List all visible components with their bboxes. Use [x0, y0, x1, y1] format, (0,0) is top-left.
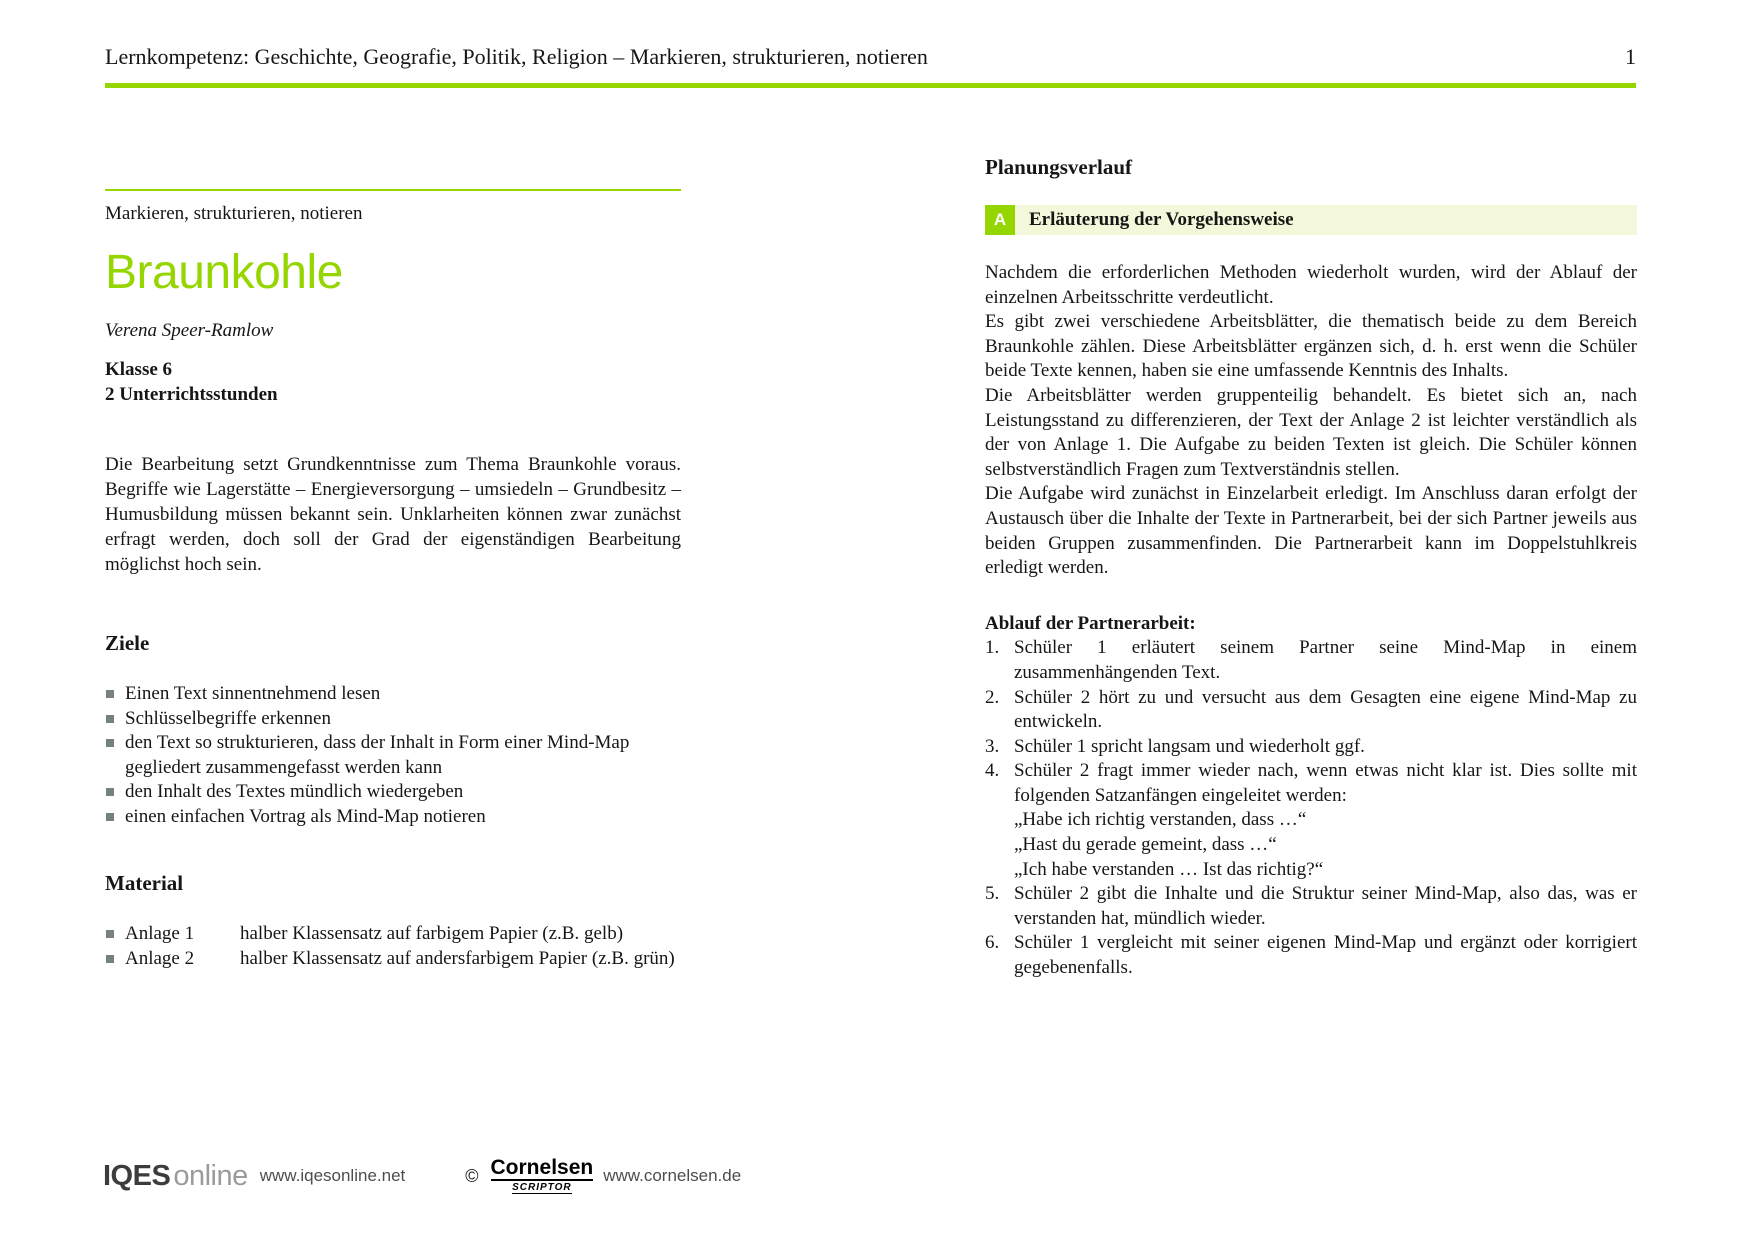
step-row — [985, 931, 1637, 980]
list-item — [105, 805, 681, 830]
section-band — [985, 205, 1637, 235]
list-item — [105, 682, 681, 707]
cornelsen-logo-text: Cornelsen — [490, 1156, 594, 1179]
material-label: Anlage 1 — [125, 923, 195, 944]
right-column — [985, 155, 1637, 981]
step-number: 3. — [985, 735, 1000, 757]
material-heading: Material — [105, 871, 184, 895]
copyright-symbol: © — [465, 1165, 479, 1186]
material-label: Anlage 2 — [125, 947, 195, 969]
step-number — [985, 858, 1014, 883]
list-item — [105, 731, 681, 780]
cornelsen-scriptor-logo — [491, 1158, 594, 1194]
paragraph: Die Arbeitsblätter werden gruppenteilig behandelt. Es bietet sich an, nach Leistungsstand zu differenzieren, der Text der Anlage 2 ist leichter verständlich als der von Anlage 1. Die Aufgabe zu beiden Texten ist gleich. Die Schüler können selbstverständlich Fragen zum Textverständnis stellen. — [985, 384, 1637, 480]
step-number: 2. — [985, 686, 1000, 708]
step-row — [985, 735, 1637, 760]
bullet-square-icon — [106, 930, 114, 938]
list-item-text: Schlüsselbegriffe erkennen — [125, 707, 331, 729]
step-number — [985, 808, 1014, 833]
list-item — [105, 947, 681, 972]
step-number: 6. — [985, 932, 1000, 954]
page-header — [105, 44, 1636, 88]
scriptor-logo-text: SCRIPTOR — [512, 1182, 572, 1193]
cornelsen-url: www.cornelsen.de — [603, 1166, 742, 1185]
step-row — [985, 759, 1637, 808]
step-number: 5. — [985, 883, 1000, 905]
material-desc: halber Klassensatz auf farbigem Papier (z.B. gelb) — [240, 923, 624, 944]
author-name: Verena Speer-Ramlow — [105, 320, 274, 341]
left-column — [105, 189, 681, 971]
paragraph: Es gibt zwei verschiedene Arbeitsblätter, die thematisch beide zu dem Bereich Braunkohle zählen. Diese Arbeitsblätter ergänzen sich, d. h. erst wenn die Schüler beide Texte kennen, haben sie eine umfassende Kenntnis des Inhalts. — [985, 311, 1637, 382]
iqes-logo-text: IQES — [103, 1159, 171, 1192]
quote-text: „Habe ich richtig verstanden, dass …“ — [1014, 809, 1307, 831]
step-number: 1. — [985, 637, 1000, 659]
step-row — [985, 686, 1637, 735]
section-badge: A — [985, 205, 1015, 235]
iqes-url: www.iqesonline.net — [259, 1166, 406, 1185]
page-footer — [103, 1158, 741, 1194]
bullet-square-icon — [106, 813, 114, 821]
bullet-square-icon — [106, 690, 114, 698]
series-label: Markieren, strukturieren, notieren — [105, 203, 363, 224]
step-number — [985, 833, 1014, 858]
page-number: 1 — [1625, 44, 1636, 69]
paragraph: Nachdem die erforderlichen Methoden wiederholt wurden, wird der Ablauf der einzelnen Arbeitsschritte verdeutlicht. — [985, 262, 1637, 308]
intro-paragraph: Die Bearbeitung setzt Grundkenntnisse zum Thema Braunkohle voraus. Begriffe wie Lagerstätte – Energieversorgung – umsiedeln – Grundbesitz – Humusbildung müssen bekannt sein. Unklarheiten können zwar zunächst erfragt werden, doch soll der Grad der eigenständigen Bearbeitung möglichst hoch sein. — [105, 454, 681, 575]
list-item — [105, 922, 681, 947]
section-divider — [105, 189, 681, 191]
bullet-square-icon — [106, 955, 114, 963]
planungsverlauf-heading: Planungsverlauf — [985, 155, 1133, 179]
page-title: Braunkohle — [105, 246, 343, 299]
ziele-list — [105, 682, 681, 829]
bullet-square-icon — [106, 715, 114, 723]
quote-text: „Hast du gerade gemeint, dass …“ — [1014, 834, 1277, 856]
material-desc: halber Klassensatz auf andersfarbigem Papier (z.B. grün) — [240, 947, 675, 969]
bullet-square-icon — [106, 788, 114, 796]
ziele-heading: Ziele — [105, 631, 150, 655]
list-item-text: einen einfachen Vortrag als Mind-Map notieren — [125, 805, 486, 827]
section-title: Erläuterung der Vorgehensweise — [1029, 209, 1294, 230]
step-text: Schüler 1 erläutert seinem Partner seine Mind-Map in einem zusammenhängenden Text. — [1014, 637, 1637, 683]
list-item-text: den Inhalt des Textes mündlich wiedergeben — [125, 781, 464, 802]
iqes-logo-text-online: online — [173, 1159, 248, 1192]
paragraph: Die Aufgabe wird zunächst in Einzelarbeit erledigt. Im Anschluss daran erfolgt der Austausch über die Inhalte der Texte in Partnerarbeit, bei der sich Partner jeweils aus beiden Gruppen zusammenfinden. Die Partnerarbeit kann im Doppelstuhlkreis erledigt werden. — [985, 483, 1637, 579]
step-number: 4. — [985, 760, 1000, 782]
step-text: Schüler 1 spricht langsam und wiederholt ggf. — [1014, 735, 1365, 757]
step-row — [985, 636, 1637, 685]
ablauf-heading: Ablauf der Partnerarbeit: — [985, 612, 1196, 634]
class-level: Klasse 6 — [105, 359, 173, 380]
step-text: Schüler 2 fragt immer wieder nach, wenn etwas nicht klar ist. Dies sollte mit folgenden Satzanfängen eingeleitet werden: — [1014, 760, 1637, 806]
step-text: Schüler 2 gibt die Inhalte und die Struktur seiner Mind-Map, also das, was er verstanden hat, mündlich wieder. — [1014, 883, 1637, 929]
list-item-text: Einen Text sinnentnehmend lesen — [125, 683, 381, 704]
step-quote-row — [985, 858, 1637, 883]
step-quote-row — [985, 808, 1637, 833]
list-item — [105, 780, 681, 805]
step-text: Schüler 1 vergleicht mit seiner eigenen Mind-Map und ergänzt oder korrigiert gegebenenfalls. — [1014, 932, 1637, 979]
step-row — [985, 882, 1637, 931]
step-quote-row — [985, 833, 1637, 858]
lesson-duration: 2 Unterrichtsstunden — [105, 384, 278, 405]
iqes-online-logo — [103, 1160, 248, 1193]
list-item-text: den Text so strukturieren, dass der Inhalt in Form einer Mind-Map gegliedert zusammengefasst werden kann — [125, 732, 630, 778]
quote-text: „Ich habe verstanden … Ist das richtig?“ — [1014, 858, 1324, 880]
bullet-square-icon — [106, 739, 114, 747]
partner-steps-list — [985, 636, 1637, 980]
header-title: Lernkompetenz: Geschichte, Geografie, Politik, Religion – Markieren, strukturieren, notieren — [105, 44, 928, 69]
material-list — [105, 922, 681, 971]
list-item — [105, 707, 681, 732]
step-text: Schüler 2 hört zu und versucht aus dem Gesagten eine eigene Mind-Map zu entwickeln. — [1014, 686, 1637, 733]
